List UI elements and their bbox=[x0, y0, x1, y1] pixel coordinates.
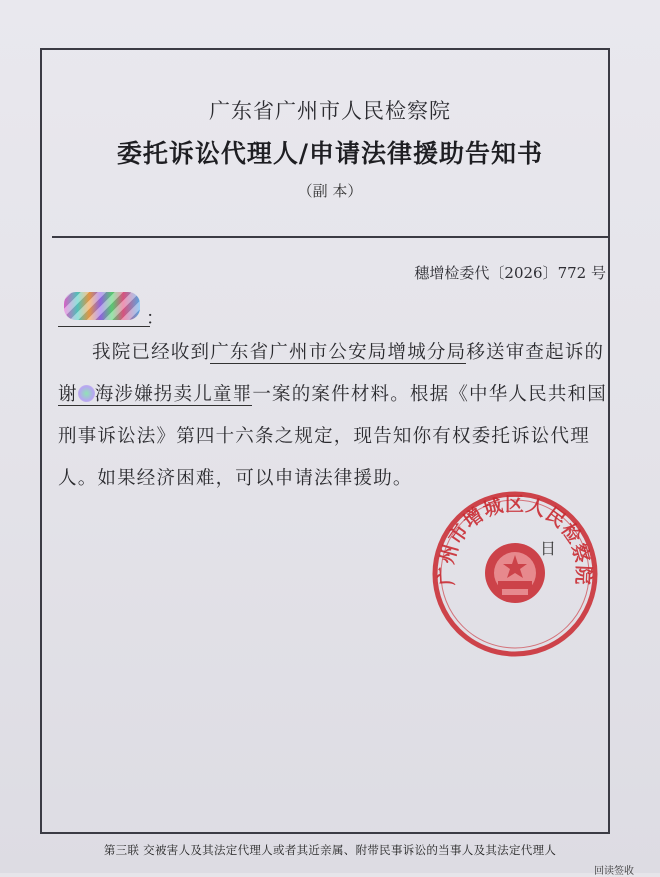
redacted-character-blur bbox=[78, 385, 95, 402]
document-title: 委托诉讼代理人/申请法律援助告知书 bbox=[116, 139, 544, 168]
transferring-agency: 广东省广州市公安局增城分局 bbox=[210, 342, 467, 363]
national-emblem-icon bbox=[485, 543, 545, 603]
suspect-name: 谢 海 bbox=[58, 384, 115, 405]
document-number: 穗增检委代〔2026〕772 号 bbox=[414, 264, 606, 282]
body-intro: 我院已经收到 bbox=[92, 342, 211, 363]
date-fragment: 日 bbox=[540, 539, 557, 558]
alleged-charge: 涉嫌拐卖儿童罪 bbox=[114, 384, 253, 405]
issuing-organization: 广东省广州市人民检察院 bbox=[209, 99, 451, 123]
addressee-colon: ： bbox=[146, 308, 164, 329]
body-rights-notice: 一案的案件材料。根据《中华人民共和国刑事诉讼法》第四十六条之规定，现告知你有权委托诉讼代理人。如果经济困难，可以申请法律援助。 bbox=[58, 384, 607, 489]
body-transfer: 移送审查起诉的 bbox=[466, 342, 605, 363]
official-seal bbox=[430, 489, 600, 659]
notice-body bbox=[58, 332, 610, 500]
redacted-name-mosaic bbox=[64, 292, 140, 320]
seal-text: 广州市增城区人民检察院 bbox=[435, 493, 595, 587]
header-divider bbox=[52, 236, 608, 238]
copy-label: （副 本） bbox=[297, 182, 363, 200]
corner-receipt-stamp: 回读签收 bbox=[594, 866, 634, 877]
footer-copy-note: 第三联 交被害人及其法定代理人或者其近亲属、附带民事诉讼的当事人及其法定代理人 bbox=[103, 843, 557, 857]
